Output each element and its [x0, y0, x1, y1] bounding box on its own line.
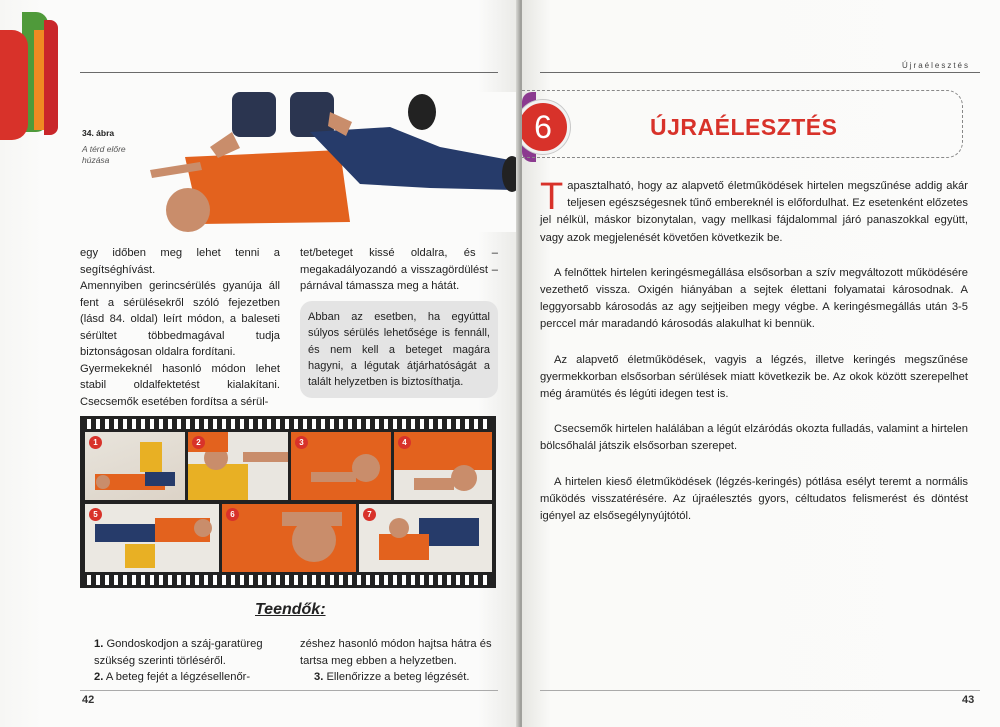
thumb-tab-red — [44, 20, 58, 135]
paragraph: tet/beteget kissé oldalra, és – megakadályozandó a visszagördülést – párnával támassza meg a hátát. — [300, 247, 498, 292]
bottom-rule — [540, 690, 980, 691]
film-perforation — [84, 575, 492, 585]
body-text — [540, 178, 968, 543]
running-header: Újraélesztés — [901, 61, 970, 70]
step-number: 3. — [314, 671, 324, 683]
paragraph-text: apasztalható, hogy az alapvető életműködések hirtelen megszűnése addig akár teljesen egészségesnek tűnő embereknél is előfordulhat. Ez esetenként előzetes jel nélkül, máskor bizonytalan, vagy mellkasi fájdalommal járó panaszokkal együtt, vagy azok megjelenését követően következik be. — [540, 180, 968, 244]
step-item — [80, 669, 280, 686]
steps-column-2 — [300, 636, 498, 686]
top-rule — [80, 72, 498, 73]
film-frame-6 — [222, 504, 356, 572]
paragraph: Csecsemők hirtelen halálában a légút elzáródás okozta fulladás, valamint a hirtelen bölcsőhalál játszik elsősorban szerepet. — [540, 423, 968, 453]
paragraph: egy időben meg lehet tenni a segítséghívást. — [80, 247, 280, 276]
film-frame-7 — [359, 504, 492, 572]
figure-caption — [82, 128, 152, 165]
figure-number: 34. ábra — [82, 128, 115, 138]
top-rule — [540, 72, 980, 73]
helper-leg — [232, 92, 276, 137]
frame-photo — [85, 504, 219, 572]
paragraph — [540, 178, 968, 247]
drop-cap: T — [540, 176, 564, 218]
text-column-1 — [80, 245, 280, 410]
head — [166, 188, 210, 232]
text-column-2 — [300, 245, 498, 295]
film-perforation — [84, 419, 492, 429]
chapter-number-badge: 6 — [522, 100, 570, 154]
step-number: 1. — [94, 638, 104, 650]
frame-number: 6 — [226, 508, 239, 521]
paragraph: Az alapvető életműködések, vagyis a légzés, illetve keringés megszűnése gyermekkorban elsősorban sérülések miatt következik be. Az okok között szerepelhet még áramütés és légúti idegen test is. — [540, 353, 968, 401]
figure-description: A térd előre húzása — [82, 144, 126, 165]
film-frame-4 — [394, 432, 492, 500]
step-number: 2. — [94, 671, 104, 683]
photo-filmstrip — [80, 416, 496, 588]
shoe — [408, 94, 436, 130]
paragraph: A felnőttek hirtelen keringésmegállása elsősorban a szív megváltozott működésére vezethető vissza. Oxigén hiányában a sejtek élettani folyamatai károsodnak. A leggyorsabb károsodás az agy sejtjeiben megy végbe. A keringésmegállás után 3-5 perccel már maradandó károsodás alakulhat ki bennük. — [540, 266, 968, 331]
bottom-rule — [80, 690, 498, 691]
film-frame-1 — [85, 432, 185, 500]
paragraph: Gyermekeknél hasonló módon lehet stabil oldalfektetést kialakítani. Csecsemők esetében fordítsa a sérül- — [80, 362, 280, 408]
frame-photo — [222, 504, 356, 572]
step-text: zéshez hasonló módon hajtsa hátra és tartsa meg ebben a helyzetben. — [300, 638, 492, 667]
frame-number: 7 — [363, 508, 376, 521]
page-number: 43 — [962, 694, 975, 706]
frame-number: 3 — [295, 436, 308, 449]
paragraph: Amennyiben gerincsérülés gyanúja áll fent a sérülésekről szóló fejezetben (lásd 84. oldal) leírt módon, a baleseti sérültet többedmagával tudja biztonságosan oldalra fordítani. — [80, 280, 280, 358]
frame-number: 1 — [89, 436, 102, 449]
frame-number: 5 — [89, 508, 102, 521]
frame-number: 4 — [398, 436, 411, 449]
step-item — [300, 669, 498, 686]
steps-column-1 — [80, 636, 280, 686]
note-box: Abban az esetben, ha egyúttal súlyos sérülés lehetősége is fennáll, és nem kell a beteget magára hagyni, a légutak átjárhatóságát a talált helyzetben is biztosíthatja. — [300, 301, 498, 398]
frame-number: 2 — [192, 436, 205, 449]
step-text: A beteg fejét a légzésellenőr- — [105, 671, 251, 683]
film-frame-5 — [85, 504, 219, 572]
helper-leg — [290, 92, 334, 137]
right-page — [522, 0, 1000, 727]
frame-photo — [359, 504, 492, 572]
step-text: Gondoskodjon a száj-garatüreg szükség szerinti törléséről. — [94, 638, 263, 667]
step-item — [300, 636, 498, 669]
step-item — [80, 636, 280, 669]
film-frame-2 — [188, 432, 288, 500]
chapter-title: ÚJRAÉLESZTÉS — [650, 114, 838, 140]
paragraph: A hirtelen kieső életműködések (légzés-keringés) pótlása esélyt teremt a normális működés visszatérésére. Az újraélesztés gyors, céltudatos felismerést és döntést igényel az elsősegélynyújtótól. — [540, 475, 968, 523]
figure-34-photo — [140, 92, 520, 232]
page-number: 42 — [82, 694, 95, 706]
step-text: Ellenőrizze a beteg légzését. — [326, 671, 470, 683]
section-title: Teendők: — [255, 601, 326, 618]
thumb-tab-red-outer — [0, 30, 28, 140]
film-frame-3 — [291, 432, 391, 500]
